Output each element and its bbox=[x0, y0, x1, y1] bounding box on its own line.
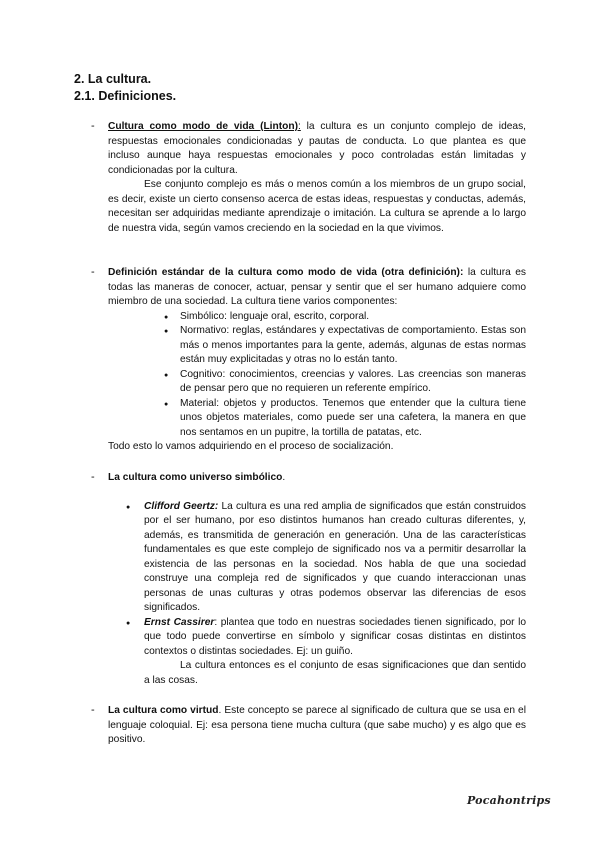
paragraph bbox=[108, 704, 526, 748]
heading-section: 2. La cultura. bbox=[74, 72, 152, 86]
list-item: ● Cognitivo: conocimientos, creencias y valores. Las creencias son maneras de pensar pero que no requieren un referente empírico. bbox=[180, 368, 526, 397]
bullet-dash: - bbox=[91, 266, 95, 278]
title-period: . bbox=[282, 472, 286, 483]
author-text: : plantea que todo en nuestras sociedades tienen significado, por lo que todo puede convertirse en símbolo y significar cosas distintas en distintos contextos o distintas sociedades. Ej: un guiño. bbox=[144, 616, 526, 657]
bullet-dash: - bbox=[91, 704, 95, 716]
list-item bbox=[144, 616, 526, 660]
paragraph-text: . Este concepto se parece al significado de cultura que se usa en el lenguaje coloquial. Ej: esa persona tiene mucha cultura (que sabe mucho) y es algo que es positivo. bbox=[108, 705, 526, 745]
paragraph bbox=[108, 120, 526, 178]
list-item: ● Normativo: reglas, estándares y expectativas de comportamiento. Estas son más o menos importantes para la gente, además, algunas de estas normas están muy explicitadas y otras no lo están tanto. bbox=[180, 324, 526, 368]
section-universo-simbolico bbox=[108, 471, 526, 688]
author-name: Ernst Cassirer bbox=[144, 616, 215, 628]
section-title: Definición estándar de la cultura como modo de vida (otra definición) bbox=[108, 267, 460, 278]
bullet-dash: - bbox=[91, 120, 95, 132]
signature: Pocahontrips bbox=[467, 794, 551, 807]
author-name: Clifford Geertz: bbox=[144, 500, 219, 512]
paragraph bbox=[108, 471, 526, 486]
section-virtud bbox=[108, 704, 526, 748]
list-item: ● Simbólico: lenguaje oral, escrito, corporal. bbox=[180, 310, 526, 325]
paragraph: Todo esto lo vamos adquiriendo en el proceso de socialización. bbox=[108, 441, 394, 452]
section-modo-de-vida bbox=[108, 120, 526, 236]
title-colon: : bbox=[297, 121, 301, 132]
paragraph-text: la cultura es un conjunto complejo de ideas, respuestas emocionales condicionadas y pautas de conducta. Lo que plantea es que incluso aunque haya respuestas emocionales y poco controladas están limitadas y condicionadas por la cultura. bbox=[108, 121, 526, 176]
author-text: La cultura es una red amplia de significados que están construidos por el ser humano, por eso distintos humanos han creado culturas diferentes, y, además, es transmitida de generación en generación. Una de las características fundamentales es que este complejo de significado nos va a permitir desarrollar la existencia de las personas en la sociedad. Nos habla de que una sociedad construye una compleja red de significados y que cuando interaccionan unas personas de unas culturas y otras podemos observar las diferencias de esos significados. bbox=[144, 500, 526, 613]
paragraph: Ese conjunto complejo es más o menos común a los miembros de un grupo social, es decir, existe un cierto consenso acerca de estas ideas, respuestas y conductas, además, necesitan ser adquiridas mediante aprendizaje o imitación. La cultura se aprende a lo largo de nuestra vida, según vamos creciendo en la sociedad en la que vivimos. bbox=[108, 179, 526, 234]
title-colon: : bbox=[459, 267, 464, 278]
authors-list bbox=[108, 500, 526, 660]
section-title: La cultura como virtud bbox=[108, 705, 219, 716]
section-title: La cultura como universo simbólico bbox=[108, 472, 283, 483]
section-title: Cultura como modo de vida (Linton) bbox=[108, 121, 298, 132]
section-definicion-estandar bbox=[108, 266, 526, 455]
paragraph-text: la cultura es todas las maneras de conocer, actuar, pensar y sentir que el ser humano adquiere como miembro de una sociedad. La cultura tiene varios componentes: bbox=[108, 267, 526, 307]
components-list bbox=[108, 310, 526, 441]
bullet-dash: - bbox=[91, 471, 95, 483]
list-item: ● Material: objetos y productos. Tenemos que entender que la cultura tiene unos objetos materiales, como puede ser una cafetera, la manera en que nos sentamos en un pupitre, la tortilla de patatas, etc. bbox=[180, 397, 526, 441]
paragraph bbox=[108, 266, 526, 310]
paragraph: La cultura entonces es el conjunto de esas significaciones que dan sentido a las cosas. bbox=[144, 660, 526, 686]
heading-subsection: 2.1. Definiciones. bbox=[74, 89, 177, 103]
list-item bbox=[144, 500, 526, 616]
